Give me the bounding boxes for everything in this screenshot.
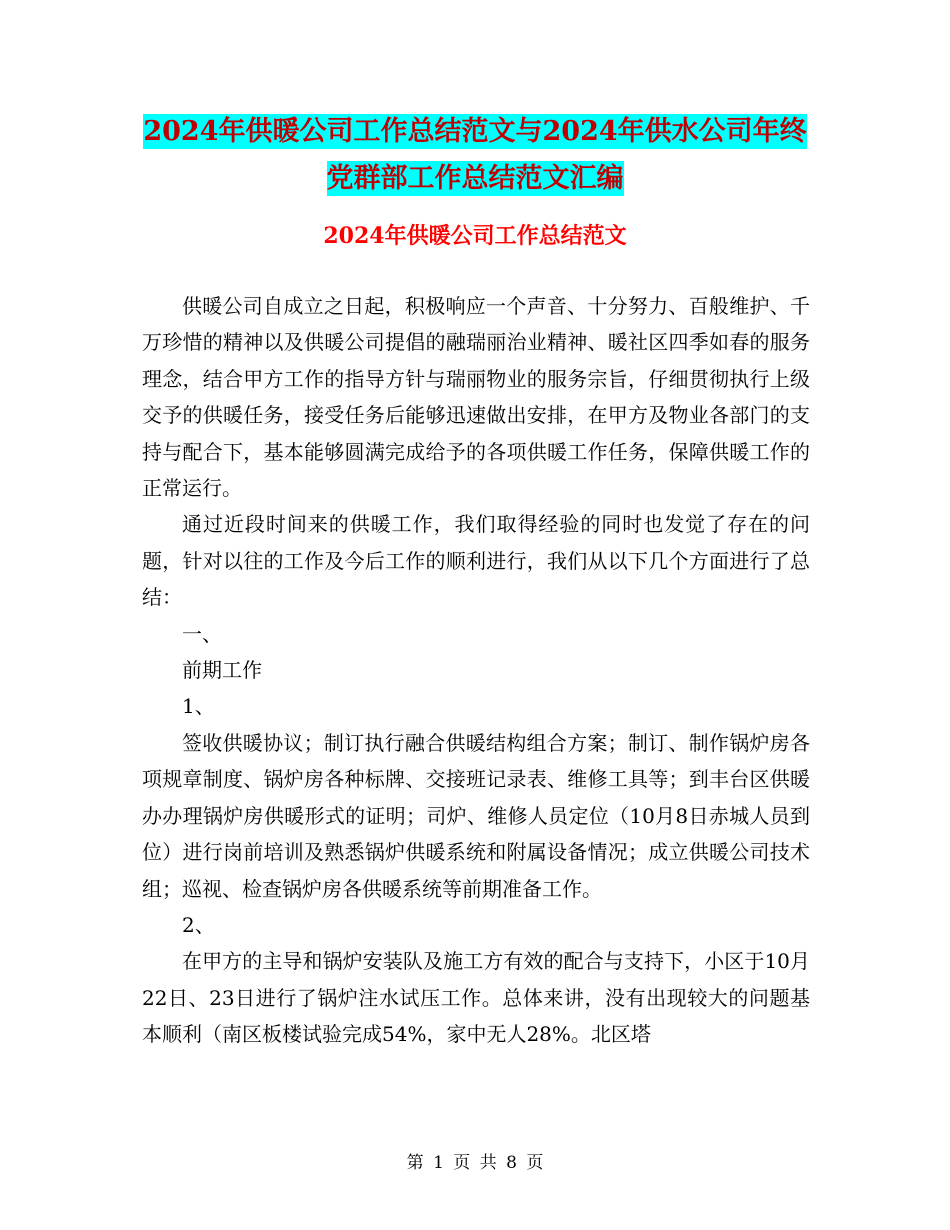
document-body xyxy=(142,288,810,1053)
paragraph-item-1: 签收供暖协议；制订执行融合供暖结构组合方案；制订、制作锅炉房各项规章制度、锅炉房各种标牌、交接班记录表、维修工具等；到丰台区供暖办办理锅炉房供暖形式的证明；司炉、维修人员定位（10月8日赤城人员到位）进行岗前培训及熟悉锅炉供暖系统和附属设备情况；成立供暖公司技术组；巡视、检查锅炉房各供暖系统等前期准备工作。 xyxy=(142,730,810,901)
item-number-2: 2、 xyxy=(182,912,215,937)
document-title xyxy=(0,108,950,202)
paragraph-intro: 供暖公司自成立之日起，积极响应一个声音、十分努力、百般维护、千万珍惜的精神以及供暖公司提倡的融瑞丽治业精神、暖社区四季如春的服务理念，结合甲方工作的指导方针与瑞丽物业的服务宗旨，仔细贯彻执行上级交予的供暖任务，接受任务后能够迅速做出安排，在甲方及物业各部门的支持与配合下，基本能够圆满完成给予的各项供暖工作任务，保障供暖工作的正常运行。 xyxy=(142,294,810,501)
heading-early-work: 前期工作 xyxy=(182,658,262,683)
document-title-line-2: 党群部工作总结范文汇编 xyxy=(326,163,624,194)
paragraph-item-2: 在甲方的主导和锅炉安装队及施工方有效的配合与支持下，小区于10月22日、23日进行了锅炉注水试压工作。总体来讲，没有出现较大的问题基本顺利（南区板楼试验完成54%，家中无人28%。北区塔 xyxy=(142,949,810,1047)
paragraph-summary: 通过近段时间来的供暖工作，我们取得经验的同时也发觉了存在的问题，针对以往的工作及今后工作的顺利进行，我们从以下几个方面进行了总结： xyxy=(142,512,810,610)
heading-number-1: 一、 xyxy=(182,621,222,646)
item-number-1: 1、 xyxy=(182,694,215,719)
document-title-line-1: 2024年供暖公司工作总结范文与2024年供水公司年终 xyxy=(143,116,807,147)
page-footer: 第 1 页 共 8 页 xyxy=(406,1153,544,1173)
section-title: 2024年供暖公司工作总结范文 xyxy=(323,223,627,249)
